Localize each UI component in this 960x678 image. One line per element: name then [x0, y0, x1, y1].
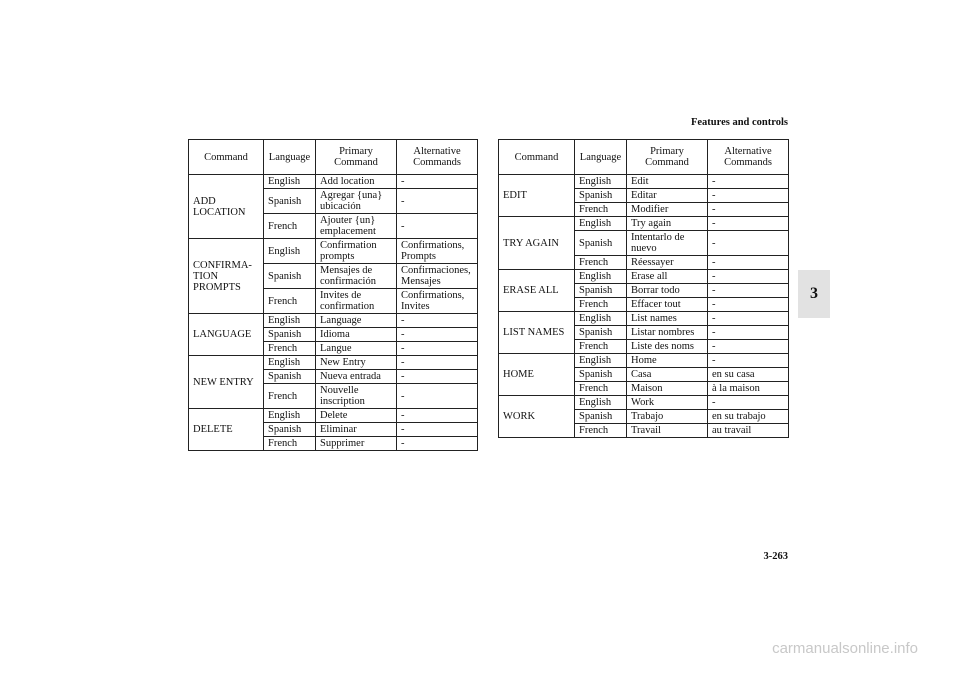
primary-command-cell: Maison: [627, 382, 708, 396]
language-cell: French: [264, 289, 316, 314]
alternative-command-cell: -: [708, 203, 789, 217]
alternative-command-cell: -: [708, 354, 789, 368]
language-cell: French: [575, 340, 627, 354]
language-cell: Spanish: [264, 189, 316, 214]
alternative-command-cell: -: [708, 340, 789, 354]
alternative-command-cell: -: [708, 312, 789, 326]
table-row: [189, 314, 478, 328]
language-cell: Spanish: [575, 284, 627, 298]
command-cell: HOME: [499, 354, 575, 396]
table-row: [499, 270, 789, 284]
header-language: Language: [575, 140, 627, 175]
command-cell: ERASE ALL: [499, 270, 575, 312]
alternative-command-cell: -: [397, 356, 478, 370]
language-cell: English: [264, 409, 316, 423]
alternative-command-cell: -: [708, 231, 789, 256]
chapter-tab: 3: [798, 270, 830, 318]
language-cell: Spanish: [264, 328, 316, 342]
language-cell: English: [264, 314, 316, 328]
primary-command-cell: Confirmation prompts: [316, 239, 397, 264]
primary-command-cell: Invites de confirmation: [316, 289, 397, 314]
table-row: [499, 354, 789, 368]
primary-command-cell: Mensajes de confirmación: [316, 264, 397, 289]
language-cell: French: [575, 424, 627, 438]
language-cell: Spanish: [575, 368, 627, 382]
alternative-command-cell: -: [397, 328, 478, 342]
table-row: [499, 217, 789, 231]
alternative-command-cell: -: [397, 175, 478, 189]
alternative-command-cell: -: [397, 189, 478, 214]
primary-command-cell: Modifier: [627, 203, 708, 217]
language-cell: Spanish: [264, 423, 316, 437]
header-language: Language: [264, 140, 316, 175]
command-cell: WORK: [499, 396, 575, 438]
command-cell: DELETE: [189, 409, 264, 451]
primary-command-cell: Try again: [627, 217, 708, 231]
header-primary: Primary Command: [627, 140, 708, 175]
table-row: [499, 312, 789, 326]
alternative-command-cell: -: [397, 409, 478, 423]
header-alternative: Alternative Commands: [708, 140, 789, 175]
header-alternative: Alternative Commands: [397, 140, 478, 175]
alternative-command-cell: -: [708, 217, 789, 231]
primary-command-cell: Editar: [627, 189, 708, 203]
language-cell: Spanish: [575, 231, 627, 256]
primary-command-cell: Intentarlo de nuevo: [627, 231, 708, 256]
header-primary: Primary Command: [316, 140, 397, 175]
table-header-row: [189, 140, 478, 175]
alternative-command-cell: -: [708, 396, 789, 410]
language-cell: French: [575, 203, 627, 217]
primary-command-cell: Borrar todo: [627, 284, 708, 298]
primary-command-cell: Effacer tout: [627, 298, 708, 312]
primary-command-cell: Travail: [627, 424, 708, 438]
primary-command-cell: Casa: [627, 368, 708, 382]
command-cell: ADD LOCATION: [189, 175, 264, 239]
primary-command-cell: Nouvelle inscription: [316, 384, 397, 409]
alternative-command-cell: -: [397, 384, 478, 409]
right-command-table: [498, 139, 789, 438]
alternative-command-cell: Confirmations, Prompts: [397, 239, 478, 264]
primary-command-cell: Add location: [316, 175, 397, 189]
language-cell: French: [575, 298, 627, 312]
primary-command-cell: Language: [316, 314, 397, 328]
table-row: [499, 396, 789, 410]
left-command-table: [188, 139, 478, 451]
primary-command-cell: Langue: [316, 342, 397, 356]
language-cell: French: [264, 214, 316, 239]
command-cell: EDIT: [499, 175, 575, 217]
language-cell: English: [264, 356, 316, 370]
alternative-command-cell: en su trabajo: [708, 410, 789, 424]
command-cell: LANGUAGE: [189, 314, 264, 356]
language-cell: English: [575, 354, 627, 368]
alternative-command-cell: -: [397, 370, 478, 384]
command-cell: CONFIRMA-TION PROMPTS: [189, 239, 264, 314]
header-command: Command: [499, 140, 575, 175]
alternative-command-cell: -: [397, 214, 478, 239]
command-cell: LIST NAMES: [499, 312, 575, 354]
watermark: carmanualsonline.info: [772, 640, 918, 657]
language-cell: Spanish: [575, 189, 627, 203]
page-number: 3-263: [763, 551, 788, 562]
primary-command-cell: List names: [627, 312, 708, 326]
primary-command-cell: Listar nombres: [627, 326, 708, 340]
language-cell: French: [575, 256, 627, 270]
alternative-command-cell: -: [397, 437, 478, 451]
alternative-command-cell: -: [708, 284, 789, 298]
alternative-command-cell: -: [708, 189, 789, 203]
primary-command-cell: Edit: [627, 175, 708, 189]
alternative-command-cell: à la maison: [708, 382, 789, 396]
primary-command-cell: Delete: [316, 409, 397, 423]
language-cell: French: [264, 342, 316, 356]
primary-command-cell: Nueva entrada: [316, 370, 397, 384]
alternative-command-cell: -: [708, 175, 789, 189]
primary-command-cell: Eliminar: [316, 423, 397, 437]
language-cell: English: [575, 270, 627, 284]
alternative-command-cell: Confirmaciones, Mensajes: [397, 264, 478, 289]
alternative-command-cell: -: [708, 326, 789, 340]
language-cell: English: [575, 175, 627, 189]
table-header-row: [499, 140, 789, 175]
section-title: Features and controls: [690, 117, 788, 128]
language-cell: Spanish: [575, 410, 627, 424]
alternative-command-cell: en su casa: [708, 368, 789, 382]
footer: [0, 640, 960, 658]
primary-command-cell: Liste des noms: [627, 340, 708, 354]
table-row: [189, 409, 478, 423]
language-cell: Spanish: [264, 264, 316, 289]
primary-command-cell: Work: [627, 396, 708, 410]
alternative-command-cell: au travail: [708, 424, 789, 438]
language-cell: English: [264, 239, 316, 264]
primary-command-cell: Ajouter {un} emplacement: [316, 214, 397, 239]
primary-command-cell: Réessayer: [627, 256, 708, 270]
alternative-command-cell: -: [708, 298, 789, 312]
alternative-command-cell: -: [397, 314, 478, 328]
command-cell: TRY AGAIN: [499, 217, 575, 270]
language-cell: English: [575, 396, 627, 410]
primary-command-cell: Idioma: [316, 328, 397, 342]
table-row: [189, 356, 478, 370]
alternative-command-cell: Confirmations, Invites: [397, 289, 478, 314]
primary-command-cell: Erase all: [627, 270, 708, 284]
table-row: [499, 175, 789, 189]
primary-command-cell: Trabajo: [627, 410, 708, 424]
primary-command-cell: Agregar {una} ubicación: [316, 189, 397, 214]
language-cell: French: [264, 437, 316, 451]
primary-command-cell: Supprimer: [316, 437, 397, 451]
primary-command-cell: New Entry: [316, 356, 397, 370]
language-cell: French: [575, 382, 627, 396]
language-cell: English: [575, 312, 627, 326]
language-cell: Spanish: [264, 370, 316, 384]
alternative-command-cell: -: [708, 270, 789, 284]
alternative-command-cell: -: [708, 256, 789, 270]
language-cell: French: [264, 384, 316, 409]
alternative-command-cell: -: [397, 342, 478, 356]
header-command: Command: [189, 140, 264, 175]
alternative-command-cell: -: [397, 423, 478, 437]
primary-command-cell: Home: [627, 354, 708, 368]
table-row: [189, 239, 478, 264]
command-cell: NEW ENTRY: [189, 356, 264, 409]
language-cell: English: [264, 175, 316, 189]
language-cell: Spanish: [575, 326, 627, 340]
language-cell: English: [575, 217, 627, 231]
table-row: [189, 175, 478, 189]
